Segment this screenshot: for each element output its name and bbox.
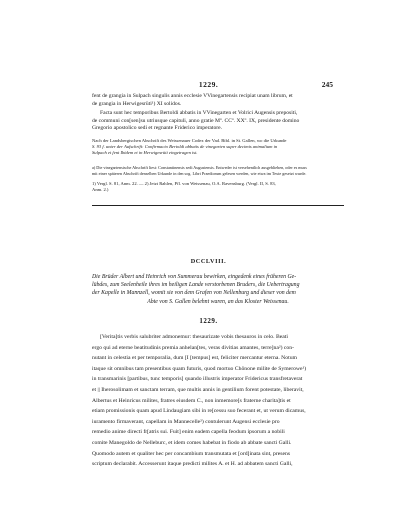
text-line: der Kapelle in Mannzell, womit sie von dem Grafen von Nellenburg und dieser von dem <box>92 290 296 297</box>
text-line: de grangia in Herwigesrüti¹) XI solidos. <box>92 100 182 107</box>
text-line: scriptum declarabit. Accesserunt itaque predicti milites A. et H. ad abbatem sancti Galli, <box>92 461 293 468</box>
document-text <box>92 332 344 470</box>
body-paragraph-top <box>92 93 344 108</box>
running-header-year: 1229. <box>198 80 219 89</box>
section-divider <box>92 205 344 206</box>
text-line: nutant in celestia et per temporalia, dum [I [tempus] est, feliciter mercantur eterna. Notum <box>92 355 297 362</box>
text-line: lübdes, zum Seelenheile ihres im heiligen Lande verstorbenen Bruders, die Uebertragung <box>92 282 300 289</box>
text-line: Anm. 2.) <box>92 187 109 193</box>
text-line: mit einer späteren Abschrift denselben Urkunde in den sog. Libri Praediorum gelesen werden, wie etwa im Texte gesetzt wurde. <box>92 170 307 176</box>
text-line: Quomodo autem et qualiter hec per concambium transmutata et [ord]inata sint, presens <box>92 450 291 457</box>
text-line: etiam promissionis quam apud Lindaugiam sibi in re[cessu suo fecerant et, ut verum dicamus, <box>92 408 306 415</box>
text-line: de communi con[sen]su utriusque capituli, anno gratie Mº. CCº. XXº. IX, presidente domino <box>92 117 300 124</box>
document-number: DCCLVIII. <box>190 258 227 265</box>
text-line: Sulpach et fent Ibidem et in Herwigesrüti eingetragen ist. <box>92 150 198 156</box>
text-line: [Verita]tis verbis salubriter admonemur: thesaurizate vobis thesauros in celo. Beati <box>100 334 288 340</box>
text-line: Die Brüder Albert und Heinrich von Summerau bewirken, eingedenk eines früheren Ge- <box>92 274 297 280</box>
text-line: iuramento firmaverant, capellam in Mannecelle²) contulerunt Augensi ecclesie pro <box>92 418 280 425</box>
text-line: ergo qui ad eterne beatitudinis premia anhelan[tes, veras divitias amantes, terre]na²) con- <box>92 344 295 351</box>
text-line: a) Die vinegartensische Abschrift liest: Constantinensis sedi Augustensis. Entweder ist versehentlich ausgeblieben, oder es muss <box>92 165 307 170</box>
text-line: Nach der Landsbergischen Abschrift des Weissenauer Codex der Vad. Bibl. in St. Gallen, wo die Urkunde <box>92 138 287 143</box>
text-line: itaque sit omnibus tam presentibus quam futuris, quod mortuo Chônone milite de Symerowe¹) <box>92 365 307 372</box>
source-note <box>92 138 344 157</box>
text-line: 1) Vergl. S. 81, Anm. 22. — 2) Jetzt Rahlen, Pfl. von Weissenau, O.A. Ravensburg. (Vergl. II, S. 83, <box>92 181 276 186</box>
text-line: remedio anime directi fr[atris sui. Fuit] enim eadem capella feodum ipsorum a nobili <box>92 429 285 436</box>
text-line: fent de grangia in Sulpach singulis annis ecclesie VVinegartensis recipiat unam librum, et <box>92 93 293 99</box>
document-year: 1229. <box>199 317 218 325</box>
footnote-a <box>92 165 344 176</box>
text-line: Abte von S. Gallen belehnt waren, an das Kloster Weissenau. <box>147 298 289 305</box>
footnote-1 <box>92 181 344 193</box>
text-line: in transmarinis [partibus, tunc temporis] quando illustris imperator Fridericus transfretaverat <box>92 376 303 383</box>
body-paragraph-facta <box>92 110 344 133</box>
page-number: 245 <box>321 80 333 89</box>
text-line: Facta sunt hec temporibus Bertoldi abbatis in VVinegarten et Volrici Augensis prepositi, <box>100 110 298 116</box>
text-line: comite Manegoldo de Nelleburc, et idem comes habebat in fiodo ab abbate sancti Galli. <box>92 439 292 446</box>
text-line: et || Iherosolimam et sanctam terram, que multis annis in gentilium forent potestate, liberavit, <box>92 386 304 393</box>
text-line: Albertus et Heinricus milites, fratres eiusdem C., non inmemore[s fraterne charita]tis et <box>92 397 291 404</box>
text-line: Gregorio apostolico sedi et regnante Friderico imperatore. <box>92 125 223 132</box>
text-line: S. 93 f. unter der Aufschrift: Confirmacio Bertoldi abbatis de vinegarten super decimis animalium in <box>92 144 278 150</box>
document-summary <box>92 273 344 306</box>
